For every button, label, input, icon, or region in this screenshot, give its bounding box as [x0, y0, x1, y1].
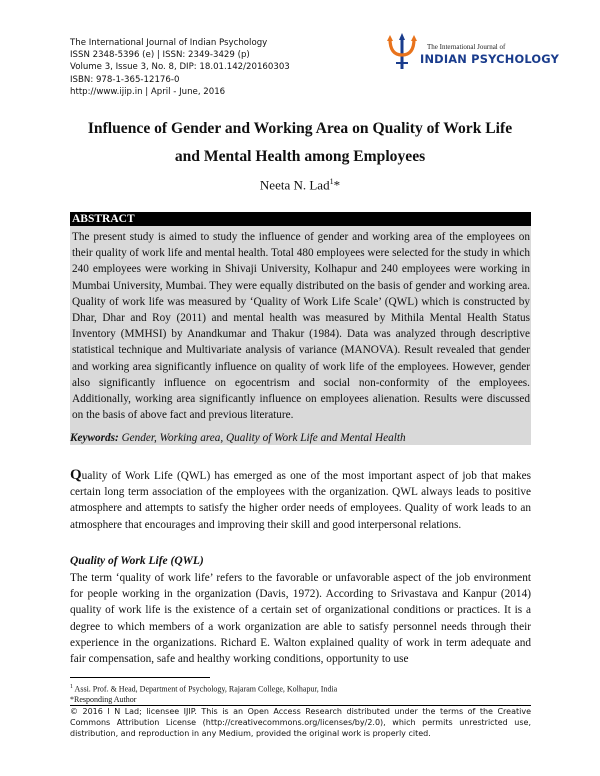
journal-logo: [384, 33, 560, 73]
intro-text: uality of Work Life (QWL) has emerged as one of the most important aspect of job that makes certain long term association of the employees with the organization. QWL always leads to positive atmosphere and attempts to satisfy the higher order needs of employees. Quality of work leads to an atmosphere that encourages and improving their skill and good interpersonal relations.: [70, 470, 531, 531]
title-line-2: and Mental Health among Employees: [174, 148, 426, 165]
isbn-line: ISBN: 978-1-365-12176-0: [70, 74, 180, 85]
footnote-responding-author: *Responding Author: [70, 695, 137, 704]
trident-logo-icon: [384, 33, 420, 71]
intro-dropcap: Q: [70, 467, 82, 483]
url-date-line: http://www.ijip.in | April - June, 2016: [70, 86, 226, 97]
logo-small-text: The International Journal of: [427, 43, 506, 51]
qwl-section-heading: Quality of Work Life (QWL): [70, 555, 204, 567]
keywords-line: [70, 432, 531, 444]
footnote-divider: [70, 677, 210, 678]
intro-paragraph: [70, 467, 531, 533]
author-affiliation-mark: 1: [329, 177, 334, 186]
abstract-heading: ABSTRACT: [70, 212, 531, 226]
footnote-affiliation: [70, 684, 337, 694]
abstract-text: The present study is aimed to study the influence of gender and working area of the employees on their quality of work life and mental health. Total 480 employees were selected for the study in which 240 employees were working in Shivaji University, Kolhapur and 240 employees were working in Mumbai University, Mumbai. They were equally distributed on the basis of gender and working area. Quality of work life was measured by ‘Quality of Work Life Scale’ (QWL) which is constructed by Dhar, Dhar and Roy (2011) and mental health was measured by Mithila Mental Health Status Inventory (MMHSI) by Anandkumar and Thakur (1984). Data was analyzed through descriptive statistical technique and Multivariate analysis of variance (MANOVA). Result revealed that gender and working area significantly influence on quality of work life of the employees. However, gender also significantly influence on egocentrism and social non-conformity of the employees. Additionally, working area significantly influence on employees alienation. Results were discussed on the basis of above fact and previous literature.: [70, 226, 531, 445]
qwl-section-text: The term ‘quality of work life’ refers to the favorable or unfavorable aspect of the job environment for people working in the organization (Davis, 1972). According to Srivastava and Kanpur (2014) quality of work life is the existence of a certain set of organizational conditions or practices. It is a degree to which members of a work organization are able to satisfy personnel needs through their experience in the organizations. Richard E. Walton explained quality of work in term adequate and fair compensation, safe and healthy working conditions, opportunity to use: [70, 572, 531, 666]
paper-title: [60, 115, 540, 171]
keywords-text: Gender, Working area, Quality of Work Life and Mental Health: [118, 432, 406, 444]
issn-line: ISSN 2348-5396 (e) | ISSN: 2349-3429 (p): [70, 50, 250, 61]
journal-header: [70, 37, 290, 98]
footnote-mark: 1: [70, 684, 73, 690]
copyright-notice: © 2016 I N Lad; licensee IJIP. This is an Open Access Research distributed under the terms of the Creative Commons Attribution License (http://creativecommons.org/licenses/by/2.0), which permits unrestricted use, distribution, and reproduction in any Medium, provided the original work is properly cited.: [70, 707, 531, 738]
footnote-affiliation-text: Assi. Prof. & Head, Department of Psychology, Rajaram College, Kolhapur, India: [73, 684, 338, 694]
author-name: Neeta N. Lad: [259, 177, 330, 193]
journal-name: The International Journal of Indian Psychology: [70, 38, 268, 48]
volume-line: Volume 3, Issue 3, No. 8, DIP: 18.01.142/20160303: [70, 62, 290, 73]
author-star: *: [333, 177, 341, 193]
title-line-1: Influence of Gender and Working Area on Quality of Work Life: [87, 120, 513, 137]
author-line: [0, 177, 600, 193]
keywords-label: Keywords:: [70, 432, 119, 444]
logo-big-text: INDIAN PSYCHOLOGY: [420, 52, 560, 66]
